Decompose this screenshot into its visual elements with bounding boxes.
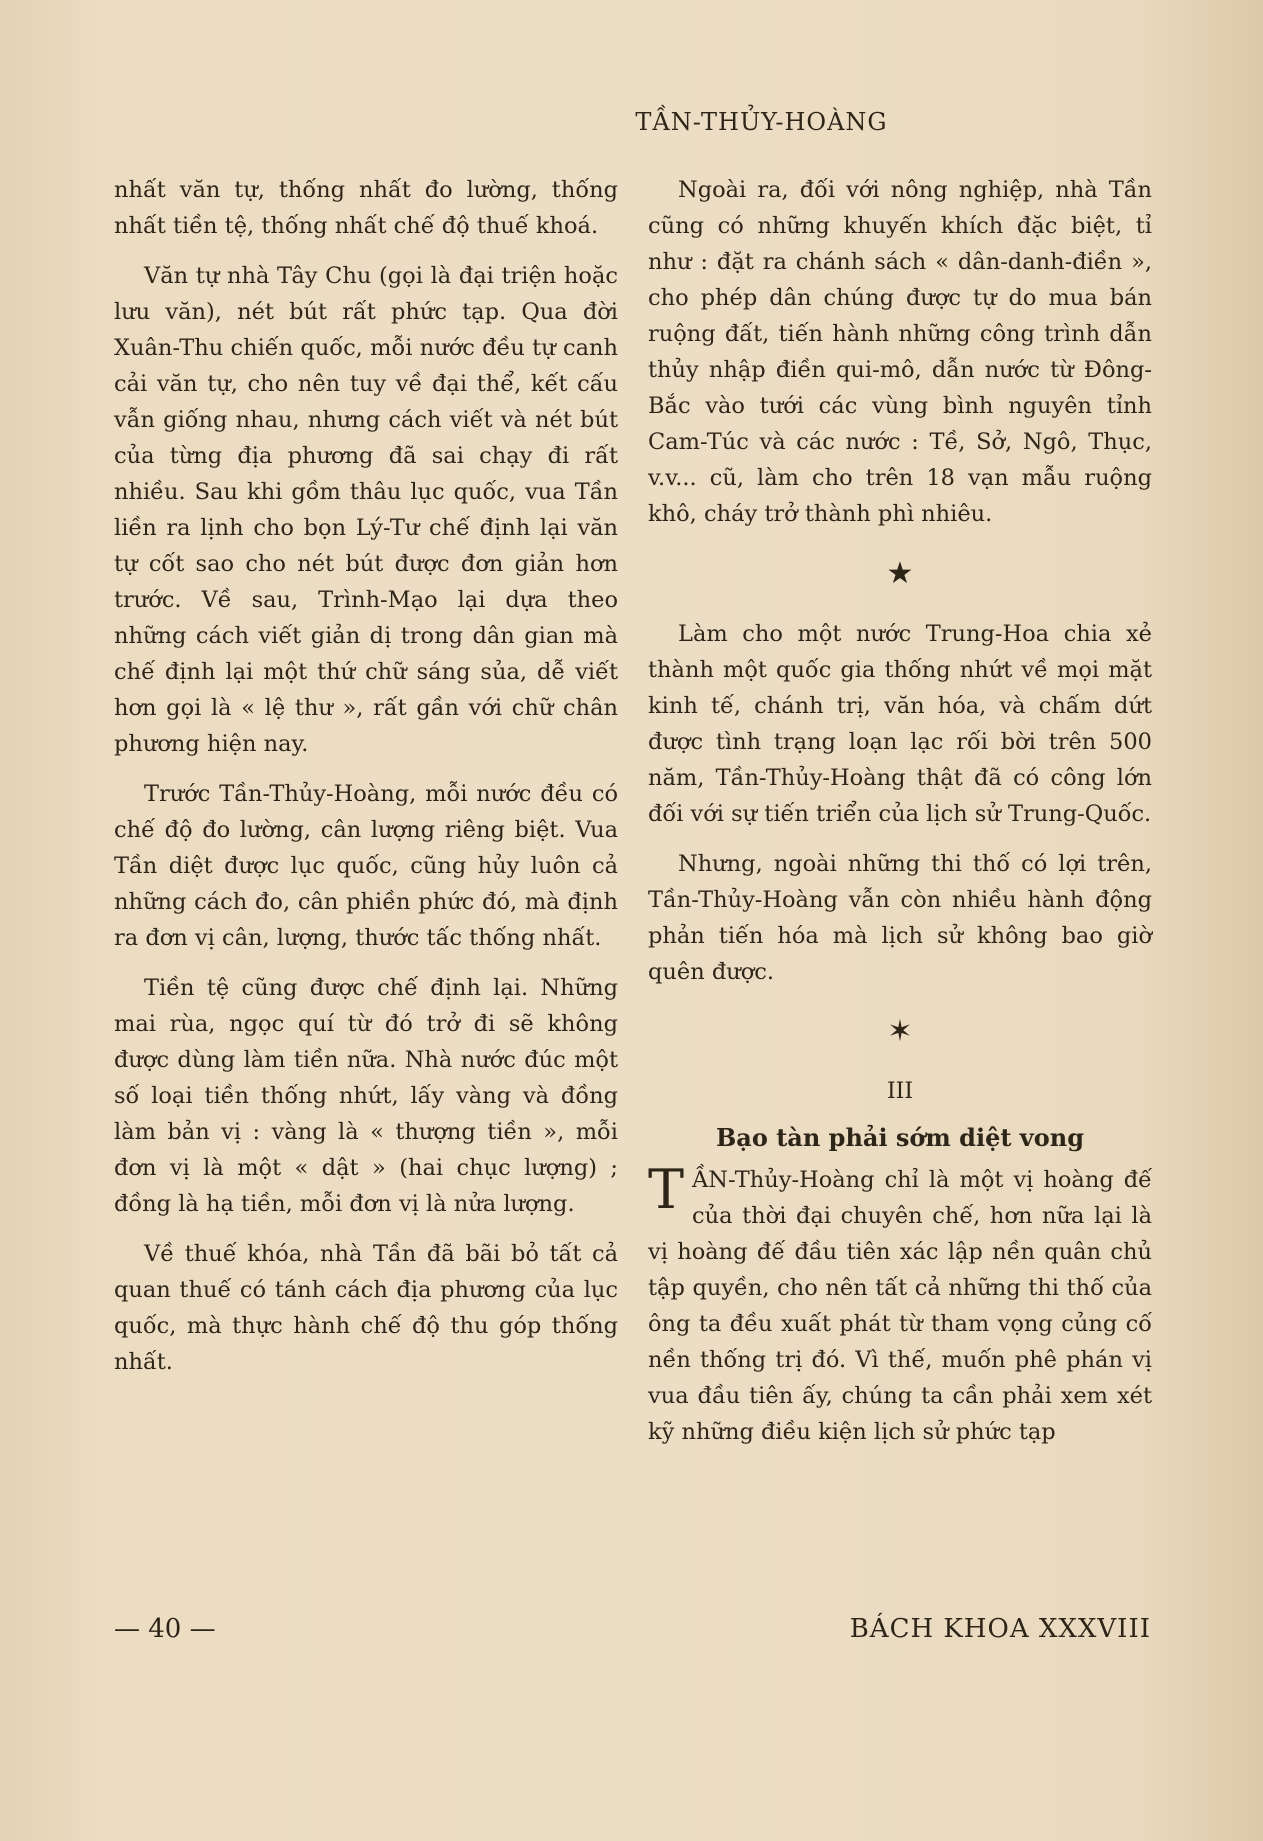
paragraph: Tiền tệ cũng được chế định lại. Những mai rùa, ngọc quí từ đó trở đi sẽ không được dùng làm tiền nữa. Nhà nước đúc một số loại tiền thống nhứt, lấy vàng và đồng làm bản vị : vàng là « thượng tiền », mỗi đơn vị là một « dật » (hai chục lượng) ; đồng là hạ tiền, mỗi đơn vị là nửa lượng. — [114, 975, 618, 1217]
paragraph-with-dropcap — [648, 1158, 1152, 1450]
section-number: III — [886, 1079, 914, 1104]
paragraph: Ngoài ra, đối với nông nghiệp, nhà Tần cũng có những khuyến khích đặc biệt, tỉ như : đặt ra chánh sách « dân-danh-điền », cho phép dân chúng được tự do mua bán ruộng đất, tiến hành những công trình dẫn thủy nhập điền qui-mô, dẫn nước từ Đông-Bắc vào tưới các vùng bình nguyên tỉnh Cam-Túc và các nước : Tề, Sở, Ngô, Thục, v.v... cũ, làm cho trên 18 vạn mẫu ruộng khô, cháy trở thành phì nhiêu. — [648, 177, 1152, 527]
running-title-text: TẦN-THỦY-HOÀNG — [635, 108, 888, 136]
paragraph: Làm cho một nước Trung-Hoa chia xẻ thành một quốc gia thống nhứt về mọi mặt kinh tế, chánh trị, văn hóa, và chấm dứt được tình trạng loạn lạc rối bời trên 500 năm, Tần-Thủy-Hoàng thật đã có công lớn đối với sự tiến triển của lịch sử Trung-Quốc. — [648, 621, 1152, 827]
paragraph: Nhưng, ngoài những thi thố có lợi trên, Tần-Thủy-Hoàng vẫn còn nhiều hành động phản tiến hóa mà lịch sử không bao giờ quên được. — [648, 851, 1152, 985]
running-title — [0, 108, 1263, 136]
section-title: Bạo tàn phải sớm diệt vong — [716, 1123, 1084, 1152]
paragraph: Về thuế khóa, nhà Tần đã bãi bỏ tất cả quan thuế có tánh cách địa phương của lục quốc, mà thực hành chế độ thu góp thống nhất. — [114, 1241, 618, 1375]
paragraph: nhất văn tự, thống nhất đo lường, thống nhất tiền tệ, thống nhất chế độ thuế khoá. — [114, 177, 618, 239]
left-column — [114, 172, 618, 1394]
star-separator-icon: ★ — [886, 556, 914, 591]
journal-name: BÁCH KHOA XXXVIII — [849, 1614, 1151, 1644]
right-column — [648, 172, 1152, 1464]
paragraph-text: ẦN-Thủy-Hoàng chỉ là một vị hoàng đế của thời đại chuyên chế, hơn nữa lại là vị hoàng đế đầu tiên xác lập nền quân chủ tập quyền, cho nên tất cả những thi thố của ông ta đều xuất phát từ tham vọng củng cố nền thống trị đó. Vì thế, muốn phê phán vị vua đầu tiên ấy, chúng ta cần phải xem xét kỹ những điều kiện lịch sử phức tạp — [648, 1167, 1152, 1445]
star-separator-icon: ✶ — [887, 1014, 913, 1049]
dropcap: T — [648, 1158, 685, 1221]
paragraph: Văn tự nhà Tây Chu (gọi là đại triện hoặc lưu văn), nét bút rất phức tạp. Qua đời Xuân-Thu chiến quốc, mỗi nước đều tự canh cải văn tự, cho nên tuy về đại thể, kết cấu vẫn giống nhau, nhưng cách viết và nét bút của từng địa phương đã sai chạy đi rất nhiều. Sau khi gồm thâu lục quốc, vua Tần liền ra lịnh cho bọn Lý-Tư chế định lại văn tự cốt sao cho nét bút được đơn giản hơn trước. Về sau, Trình-Mạo lại dựa theo những cách viết giản dị trong dân gian mà chế định lại một thứ chữ sáng sủa, dễ viết hơn gọi là « lệ thư », rất gần với chữ chân phương hiện nay. — [114, 263, 618, 757]
page-number: — 40 — — [114, 1614, 216, 1644]
paragraph: Trước Tần-Thủy-Hoàng, mỗi nước đều có chế độ đo lường, cân lượng riêng biệt. Vua Tần diệt được lục quốc, cũng hủy luôn cả những cách đo, cân phiền phức đó, mà định ra đơn vị cân, lượng, thước tấc thống nhất. — [114, 781, 618, 951]
